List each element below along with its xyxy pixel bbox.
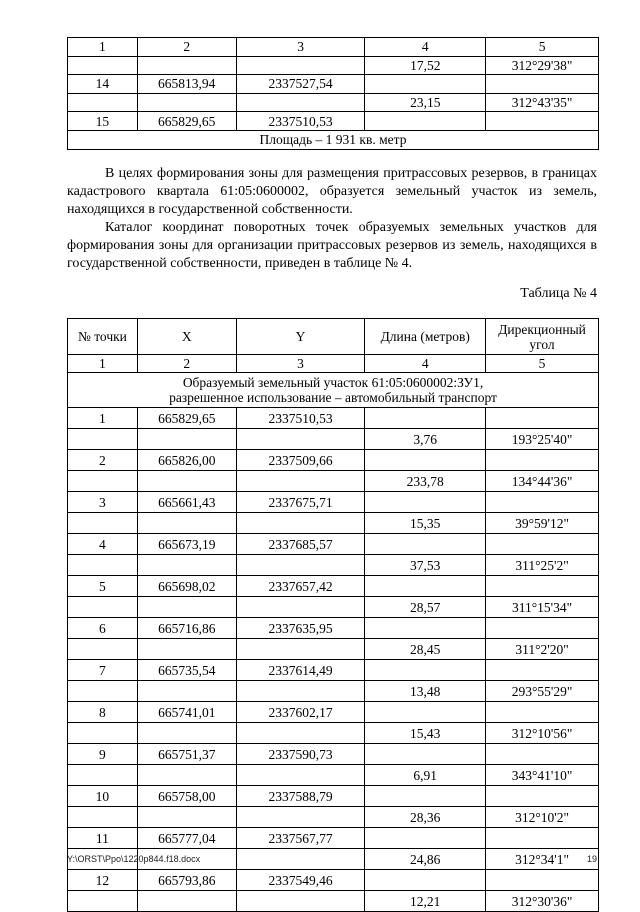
coordinates-table-4 <box>67 318 599 912</box>
coord-y <box>236 56 365 75</box>
coord-y <box>236 765 365 786</box>
length <box>365 828 486 849</box>
length: 17,52 <box>365 56 486 75</box>
coord-y: 2337549,46 <box>236 870 365 891</box>
coord-x: 665661,43 <box>137 492 236 513</box>
angle: 293°55'29" <box>486 681 599 702</box>
length <box>365 408 486 429</box>
segment-row <box>68 765 599 786</box>
point-row <box>68 450 599 471</box>
coord-x: 665793,86 <box>137 870 236 891</box>
angle <box>486 408 599 429</box>
coord-y: 2337675,71 <box>236 492 365 513</box>
column-number: 5 <box>486 38 599 57</box>
length <box>365 112 486 131</box>
coord-y: 2337588,79 <box>236 786 365 807</box>
header-x: X <box>137 319 236 355</box>
point-number <box>68 56 138 75</box>
coord-x: 665716,86 <box>137 618 236 639</box>
section-row <box>68 373 599 408</box>
point-row <box>68 534 599 555</box>
coord-x: 665829,65 <box>137 112 236 131</box>
point-row <box>68 75 599 94</box>
coord-x: 665777,04 <box>137 828 236 849</box>
coord-y <box>236 471 365 492</box>
coord-y: 2337657,42 <box>236 576 365 597</box>
length: 12,21 <box>365 891 486 912</box>
footer-page-number: 19 <box>586 854 597 864</box>
column-number-row <box>68 38 599 57</box>
coord-x <box>137 429 236 450</box>
column-number: 2 <box>137 355 236 373</box>
angle: 312°10'56" <box>486 723 599 744</box>
coord-y <box>236 639 365 660</box>
angle <box>486 492 599 513</box>
coord-y: 2337510,53 <box>236 408 365 429</box>
angle: 312°10'2" <box>486 807 599 828</box>
length <box>365 786 486 807</box>
point-number: 12 <box>68 870 138 891</box>
coord-y: 2337635,95 <box>236 618 365 639</box>
segment-row <box>68 471 599 492</box>
length: 6,91 <box>365 765 486 786</box>
area-row <box>68 130 599 149</box>
point-number: 1 <box>68 408 138 429</box>
segment-row <box>68 429 599 450</box>
point-row <box>68 492 599 513</box>
coord-x: 665741,01 <box>137 702 236 723</box>
coord-y <box>236 891 365 912</box>
coord-x <box>137 765 236 786</box>
point-row <box>68 702 599 723</box>
length: 15,35 <box>365 513 486 534</box>
angle: 312°29'38" <box>486 56 599 75</box>
length <box>365 660 486 681</box>
point-number: 4 <box>68 534 138 555</box>
point-number <box>68 681 138 702</box>
angle <box>486 75 599 94</box>
paragraph-zone-formation: В целях формирования зоны для размещения притрассовых резервов, в границах кадастрового квартала 61:05:0600002, образуется земельный участок из земель, находящихся в государственной собственности. <box>67 166 597 217</box>
point-number: 8 <box>68 702 138 723</box>
angle: 312°43'35" <box>486 93 599 112</box>
point-row <box>68 744 599 765</box>
point-row <box>68 660 599 681</box>
column-number: 5 <box>486 355 599 373</box>
coord-x <box>137 807 236 828</box>
coord-x: 665673,19 <box>137 534 236 555</box>
segment-row <box>68 513 599 534</box>
length <box>365 618 486 639</box>
segment-row <box>68 555 599 576</box>
segment-row <box>68 56 599 75</box>
coord-x <box>137 891 236 912</box>
column-number: 1 <box>68 38 138 57</box>
angle: 193°25'40" <box>486 429 599 450</box>
length: 37,53 <box>365 555 486 576</box>
point-row <box>68 618 599 639</box>
coord-y: 2337509,66 <box>236 450 365 471</box>
header-angle: Дирекционный угол <box>486 319 599 355</box>
angle <box>486 828 599 849</box>
coord-y <box>236 429 365 450</box>
point-number: 6 <box>68 618 138 639</box>
coordinates-table-continued <box>67 37 599 150</box>
section-title-line2: разрешенное использование – автомобильный транспорт <box>169 390 497 405</box>
point-row <box>68 408 599 429</box>
point-number: 5 <box>68 576 138 597</box>
column-number: 4 <box>365 355 486 373</box>
length: 28,45 <box>365 639 486 660</box>
column-number: 3 <box>236 38 365 57</box>
angle: 343°41'10" <box>486 765 599 786</box>
angle <box>486 870 599 891</box>
coord-x <box>137 723 236 744</box>
segment-row <box>68 93 599 112</box>
coord-x <box>137 597 236 618</box>
coord-y <box>236 723 365 744</box>
angle <box>486 786 599 807</box>
length: 24,86 <box>365 849 486 870</box>
coord-x <box>137 555 236 576</box>
coord-x <box>137 639 236 660</box>
coord-y: 2337510,53 <box>236 112 365 131</box>
point-number <box>68 93 138 112</box>
point-number: 7 <box>68 660 138 681</box>
point-number <box>68 891 138 912</box>
point-number <box>68 597 138 618</box>
point-number <box>68 471 138 492</box>
length: 13,48 <box>365 681 486 702</box>
point-number: 11 <box>68 828 138 849</box>
angle: 134°44'36" <box>486 471 599 492</box>
section-title-line1: Образуемый земельный участок 61:05:0600002:ЗУ1, <box>182 375 484 390</box>
section-title <box>68 373 599 408</box>
coord-x <box>137 471 236 492</box>
angle <box>486 576 599 597</box>
angle <box>486 534 599 555</box>
segment-row <box>68 807 599 828</box>
length <box>365 75 486 94</box>
angle <box>486 702 599 723</box>
length: 28,57 <box>365 597 486 618</box>
coord-y: 2337527,54 <box>236 75 365 94</box>
length: 15,43 <box>365 723 486 744</box>
coord-y <box>236 849 365 870</box>
segment-row <box>68 639 599 660</box>
coord-x: 665758,00 <box>137 786 236 807</box>
coord-x <box>137 56 236 75</box>
table-caption: Таблица № 4 <box>520 286 597 301</box>
angle <box>486 618 599 639</box>
point-number <box>68 765 138 786</box>
point-number <box>68 639 138 660</box>
point-number <box>68 429 138 450</box>
column-number: 2 <box>137 38 236 57</box>
coord-x <box>137 513 236 534</box>
angle: 311°15'34" <box>486 597 599 618</box>
point-row <box>68 576 599 597</box>
point-number: 10 <box>68 786 138 807</box>
coord-y: 2337567,77 <box>236 828 365 849</box>
point-number: 3 <box>68 492 138 513</box>
coord-x: 665751,37 <box>137 744 236 765</box>
angle <box>486 660 599 681</box>
angle: 311°25'2" <box>486 555 599 576</box>
coord-y <box>236 93 365 112</box>
segment-row <box>68 597 599 618</box>
angle: 312°34'1" <box>486 849 599 870</box>
coord-y <box>236 681 365 702</box>
length: 28,36 <box>365 807 486 828</box>
point-number: 15 <box>68 112 138 131</box>
angle <box>486 744 599 765</box>
angle <box>486 112 599 131</box>
header-row <box>68 319 599 355</box>
angle: 39°59'12" <box>486 513 599 534</box>
length: 3,76 <box>365 429 486 450</box>
column-number-row <box>68 355 599 373</box>
point-row <box>68 870 599 891</box>
point-row <box>68 786 599 807</box>
length <box>365 744 486 765</box>
length <box>365 492 486 513</box>
coord-y: 2337590,73 <box>236 744 365 765</box>
length <box>365 702 486 723</box>
coord-y: 2337602,17 <box>236 702 365 723</box>
length <box>365 870 486 891</box>
point-number <box>68 513 138 534</box>
length <box>365 450 486 471</box>
length <box>365 534 486 555</box>
coord-x <box>137 681 236 702</box>
angle: 311°2'20" <box>486 639 599 660</box>
point-number <box>68 807 138 828</box>
paragraph-coordinate-catalog: Каталог координат поворотных точек образуемых земельных участков для формирования зоны для организации притрассовых резервов из земель, находящихся в государственной собственности, приведен в таблице № 4. <box>67 220 597 271</box>
segment-row <box>68 891 599 912</box>
header-y: Y <box>236 319 365 355</box>
coord-x: 665698,02 <box>137 576 236 597</box>
angle: 312°30'36" <box>486 891 599 912</box>
point-number: 14 <box>68 75 138 94</box>
coord-y <box>236 513 365 534</box>
coord-x: 665813,94 <box>137 75 236 94</box>
header-point: № точки <box>68 319 138 355</box>
coord-y <box>236 597 365 618</box>
area-cell: Площадь – 1 931 кв. метр <box>68 130 599 149</box>
length: 23,15 <box>365 93 486 112</box>
point-number <box>68 723 138 744</box>
length <box>365 576 486 597</box>
segment-row <box>68 723 599 744</box>
coord-x: 665735,54 <box>137 660 236 681</box>
coord-x: 665826,00 <box>137 450 236 471</box>
column-number: 1 <box>68 355 138 373</box>
point-number: 2 <box>68 450 138 471</box>
column-number: 3 <box>236 355 365 373</box>
point-row <box>68 112 599 131</box>
point-number: 9 <box>68 744 138 765</box>
coord-y: 2337614,49 <box>236 660 365 681</box>
angle <box>486 450 599 471</box>
coord-y: 2337685,57 <box>236 534 365 555</box>
point-number <box>68 555 138 576</box>
coord-x <box>137 93 236 112</box>
coord-y <box>236 807 365 828</box>
coord-y <box>236 555 365 576</box>
footer-file-path: Y:\ORST\Ppo\1220p844.f18.docx <box>67 854 201 864</box>
segment-row <box>68 681 599 702</box>
point-row <box>68 828 599 849</box>
header-length: Длина (метров) <box>365 319 486 355</box>
column-number: 4 <box>365 38 486 57</box>
length: 233,78 <box>365 471 486 492</box>
coord-x: 665829,65 <box>137 408 236 429</box>
